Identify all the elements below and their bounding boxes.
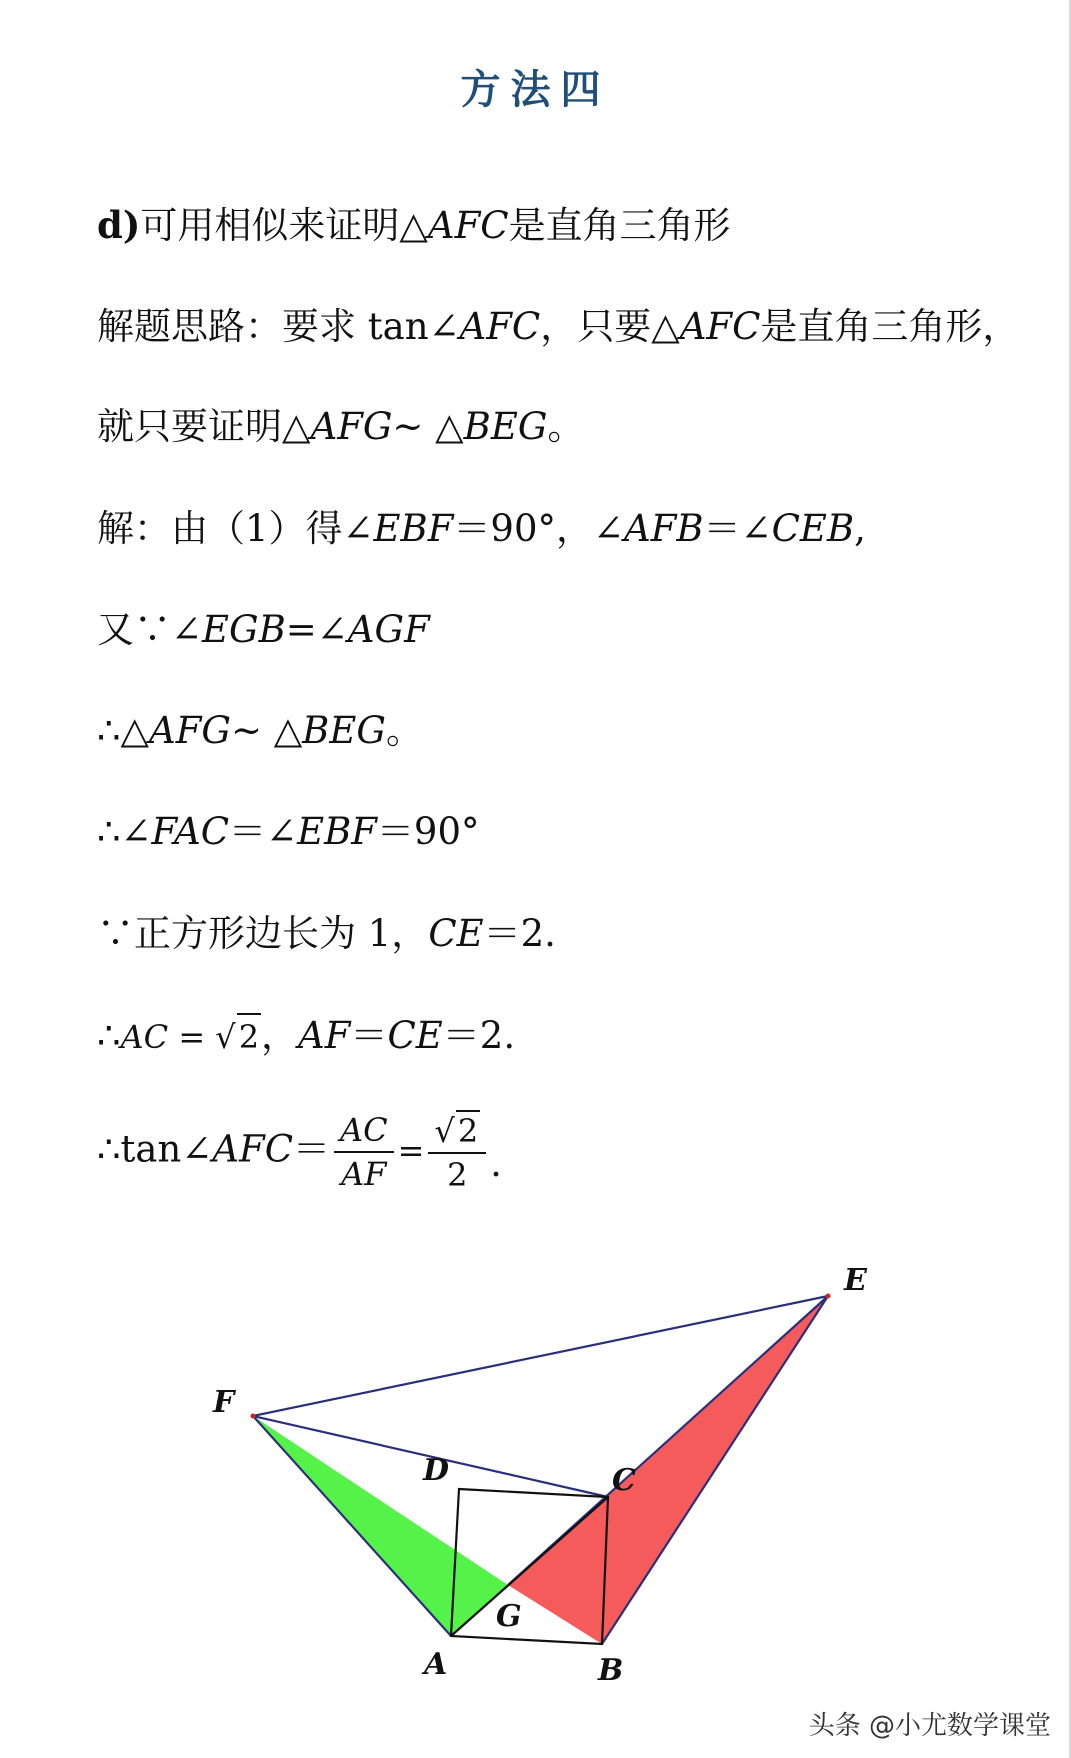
solution-line-6 — [97, 1013, 515, 1059]
solution-var: EBF — [297, 810, 377, 853]
label-g: G — [496, 1599, 522, 1634]
solution-text: ＝ — [293, 1127, 331, 1171]
solution-var: CE — [428, 912, 484, 955]
page-title: 方法四 — [460, 67, 611, 113]
heading-text: 可用相似来证明△ — [140, 204, 428, 247]
solution-text: ， — [261, 1014, 299, 1057]
solution-text: ＝∠ — [229, 810, 298, 853]
solution-text: 解：由（1）得∠ — [97, 507, 374, 550]
idea-line-2 — [97, 405, 584, 449]
idea-line-1 — [97, 305, 1019, 349]
solution-text: ∴△ — [97, 709, 149, 752]
idea-text: ，只要△ — [540, 305, 680, 348]
idea-text: 。 — [547, 405, 585, 448]
sqrt-radicand: 2 — [457, 1112, 479, 1150]
idea-text: 就只要证明△ — [97, 405, 311, 448]
idea-text: ~ △ — [392, 405, 464, 448]
method-heading — [97, 203, 731, 248]
label-c: C — [612, 1463, 636, 1498]
solution-var: AFB — [624, 507, 704, 550]
line-fa — [253, 1416, 451, 1636]
idea-var: AFC — [459, 305, 541, 348]
idea-text: 是直角三角形， — [760, 305, 1020, 348]
solution-line-5 — [97, 912, 556, 956]
idea-var: BEG — [463, 405, 548, 448]
solution-line-1 — [97, 507, 866, 551]
solution-text: ∴∠ — [97, 810, 152, 853]
solution-line-2 — [97, 608, 430, 652]
solution-text: ＝90° — [376, 810, 480, 853]
sqrt-sign: √ — [434, 1112, 455, 1150]
solution-text: ∵正方形边长为 1， — [97, 912, 429, 955]
sqrt-sign: = √ — [168, 1018, 236, 1056]
solution-var: AFG — [149, 709, 231, 752]
vertex-f — [251, 1414, 256, 1419]
idea-var: AFG — [310, 405, 393, 448]
idea-text: 解题思路：要求 tan∠ — [97, 305, 460, 348]
solution-var: AC — [120, 1018, 169, 1056]
fraction-denominator: AF — [341, 1155, 387, 1193]
solution-line-7 — [97, 1110, 502, 1194]
solution-text: ＝∠ — [703, 507, 772, 550]
label-d: D — [423, 1453, 450, 1488]
label-f: F — [213, 1385, 235, 1420]
solution-line-4 — [97, 810, 480, 854]
solution-text: ＝ — [350, 1014, 388, 1057]
triangle-afg-green — [253, 1416, 508, 1636]
solution-text: ＝2. — [442, 1014, 516, 1057]
solution-var: EGB — [202, 608, 286, 651]
idea-var: AFC — [679, 305, 761, 348]
equals-sign: = — [397, 1131, 425, 1170]
solution-text: =∠ — [285, 608, 348, 651]
solution-var: AF — [298, 1014, 351, 1057]
fraction-root2-over-2 — [428, 1110, 486, 1194]
heading-var: AFC — [427, 204, 509, 247]
watermark: 头条 @小尤数学课堂 — [808, 1711, 1051, 1741]
fraction-ac-af — [334, 1111, 394, 1193]
label-a: A — [424, 1647, 448, 1682]
solution-var: BEG — [302, 709, 386, 752]
solution-text: ＝90°，∠ — [453, 507, 625, 550]
vertex-e — [826, 1294, 831, 1299]
fraction-numerator — [428, 1110, 486, 1154]
sqrt-radicand: 2 — [237, 1013, 261, 1059]
triangle-beg-red — [508, 1296, 828, 1644]
heading-suffix: 是直角三角形 — [508, 204, 731, 247]
fraction-numerator: AC — [334, 1111, 394, 1153]
solution-text: 。 — [385, 709, 423, 752]
solution-text: 又∵∠ — [97, 608, 203, 651]
solution-text: , — [854, 507, 866, 550]
solution-var: AGF — [347, 608, 430, 651]
solution-text: . — [490, 1141, 502, 1185]
label-e: E — [844, 1263, 867, 1298]
solution-var: CE — [387, 1014, 443, 1057]
solution-var: FAC — [151, 810, 230, 853]
solution-text: ∴ — [97, 1014, 121, 1057]
solution-var: EBF — [373, 507, 454, 550]
label-b: B — [598, 1653, 624, 1688]
solution-text: ~ △ — [230, 709, 303, 752]
solution-text: ∴tan∠ — [97, 1127, 213, 1171]
solution-var: CEB — [771, 507, 855, 550]
solution-var: AFC — [212, 1127, 294, 1171]
solution-line-3 — [97, 709, 423, 753]
heading-prefix: d) — [97, 203, 141, 247]
solution-text: ＝2. — [483, 912, 556, 955]
geometry-figure — [0, 1230, 1071, 1710]
fraction-denominator: 2 — [447, 1156, 468, 1194]
